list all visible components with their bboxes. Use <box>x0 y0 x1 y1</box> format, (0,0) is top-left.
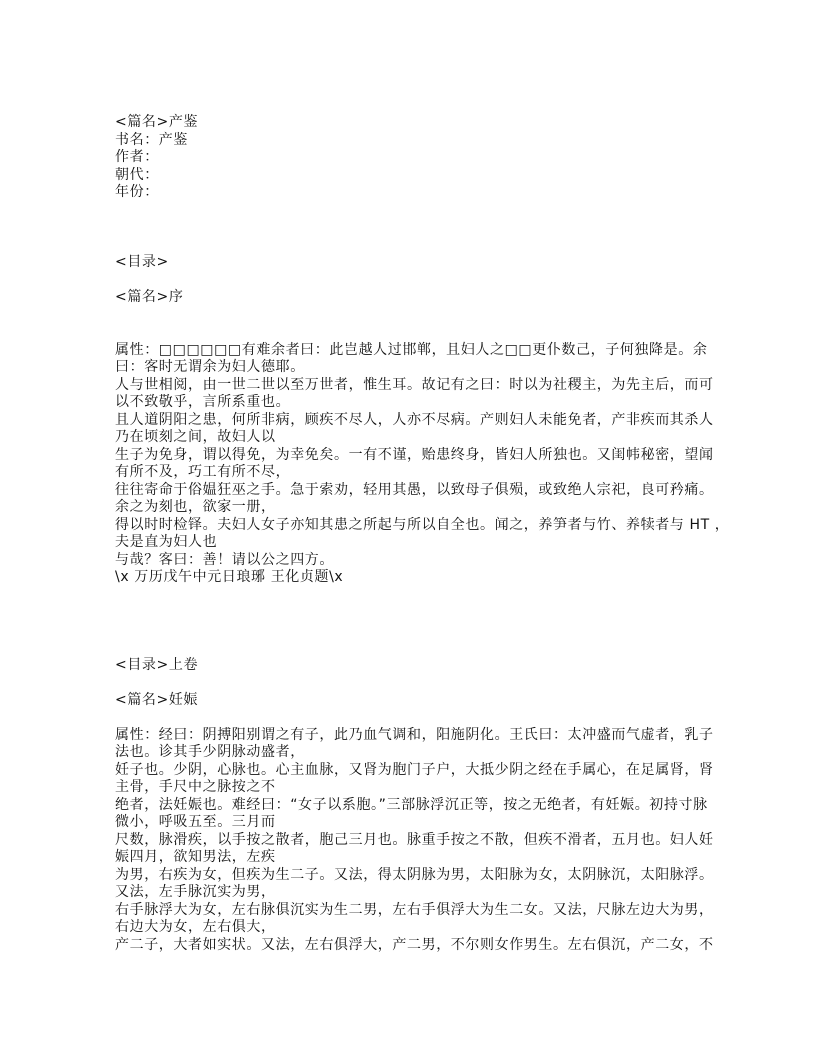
text-line: 得以时时检铎。夫妇人女子亦知其患之所起与所以自全也。闻之，养笋者与竹、养犊者与 HT ， <box>115 516 730 533</box>
text-line: 朝代： <box>115 166 159 183</box>
text-line: 书名：产鉴 <box>115 131 188 148</box>
text-line: 右手脉浮大为女，左右脉俱沉实为生二男，左右手俱浮大为生二女。又法，尺脉左边大为男， <box>115 901 714 918</box>
text-line <box>115 587 755 605</box>
text-line: <篇名>产鉴 <box>115 114 199 130</box>
text-line <box>115 237 755 255</box>
text-line: 主骨，手尺中之脉按之不 <box>115 779 276 795</box>
text-line: 余之为刻也，欲家一册， <box>115 499 276 515</box>
text-line: <篇名>妊娠 <box>115 691 199 708</box>
text-line <box>115 307 755 325</box>
text-line: 属性：经曰：阴搏阳别谓之有子，此乃血气调和，阳施阴化。王氏曰：太冲盛而气虚者，乳子 <box>115 726 714 743</box>
text-line: 法也。诊其手少阴脉动盛者， <box>115 744 305 760</box>
text-line: 产二子，大者如实状。又法，左右俱浮大，产二男，不尔则女作男生。左右俱沉，产二女，不 <box>115 936 714 953</box>
text-line: 又法，左手脉沉实为男， <box>115 884 276 900</box>
text-line: <目录> <box>115 254 169 270</box>
text-line: 绝者，法妊娠也。难经曰：“女子以系胞。”三部脉浮沉正等，按之无绝者，有妊娠。初持寸脉 <box>115 796 708 813</box>
text-line: 妊子也。少阴，心脉也。心主血脉，又肾为胞门子户，大抵少阴之经在手属心，在足属肾，肾 <box>115 761 714 778</box>
text-line <box>115 639 755 657</box>
text-line <box>115 219 755 237</box>
text-line: 属性：□□□□□□有难余者曰：此岂越人过邯郸，且妇人之□□更仆数己，子何独降是。余 <box>115 341 708 358</box>
text-line <box>115 709 755 727</box>
text-line: 往往寄命于俗媪狂巫之手。急于索劝，轻用其愚，以致母子俱殒，或致绝人宗祀，良可矜痛。 <box>115 481 714 498</box>
text-line: 为男，右疾为女，但疾为生二子。又法，得太阴脉为男，太阳脉为女，太阴脉沉，太阳脉浮。 <box>115 866 714 883</box>
text-line <box>115 674 755 692</box>
text-line <box>115 324 755 342</box>
text-line <box>115 622 755 640</box>
text-line: 人与世相阅，由一世二世以至万世者，惟生耳。故记有之曰：时以为社稷主，为先主后，而可 <box>115 376 714 393</box>
text-line: 以不致敬乎，言所系重也。 <box>115 394 291 410</box>
text-line: 娠四月，欲知男法，左疾 <box>115 849 276 865</box>
text-line: 尺数，脉滑疾，以手按之散者，胞己三月也。脉重手按之不散，但疾不滑者，五月也。妇人妊 <box>115 831 714 848</box>
text-line: 微小，呼吸五至。三月而 <box>115 814 276 830</box>
text-line <box>115 604 755 622</box>
text-line: 且人道阴阳之患，何所非病，顾疾不尽人，人亦不尽病。产则妇人未能免者，产非疾而其杀人 <box>115 411 714 428</box>
text-line: 生子为免身，谓以得免，为幸免矣。一有不谨，贻患终身，皆妇人所独也。又闺帏秘密，望闻 <box>115 446 714 463</box>
text-line: 年份： <box>115 184 159 200</box>
text-line: 作者： <box>115 149 159 165</box>
text-line: 乃在顷刻之间，故妇人以 <box>115 429 276 445</box>
text-line: 有所不及，巧工有所不尽， <box>115 464 291 480</box>
text-line <box>115 272 755 290</box>
text-line: 夫是直为妇人也 <box>115 534 218 550</box>
text-line: \x 万历戊午中元日琅琊 王化贞题\x <box>115 569 344 585</box>
text-line <box>115 202 755 220</box>
text-line: <篇名>序 <box>115 289 184 305</box>
text-line: <目录>上卷 <box>115 656 199 673</box>
text-line: 右边大为女，左右俱大， <box>115 919 276 935</box>
text-line: 曰：客时无谓余为妇人德耶。 <box>115 359 305 375</box>
document-body <box>115 114 755 954</box>
text-line: 与哉？客曰：善！请以公之四方。 <box>115 551 334 568</box>
